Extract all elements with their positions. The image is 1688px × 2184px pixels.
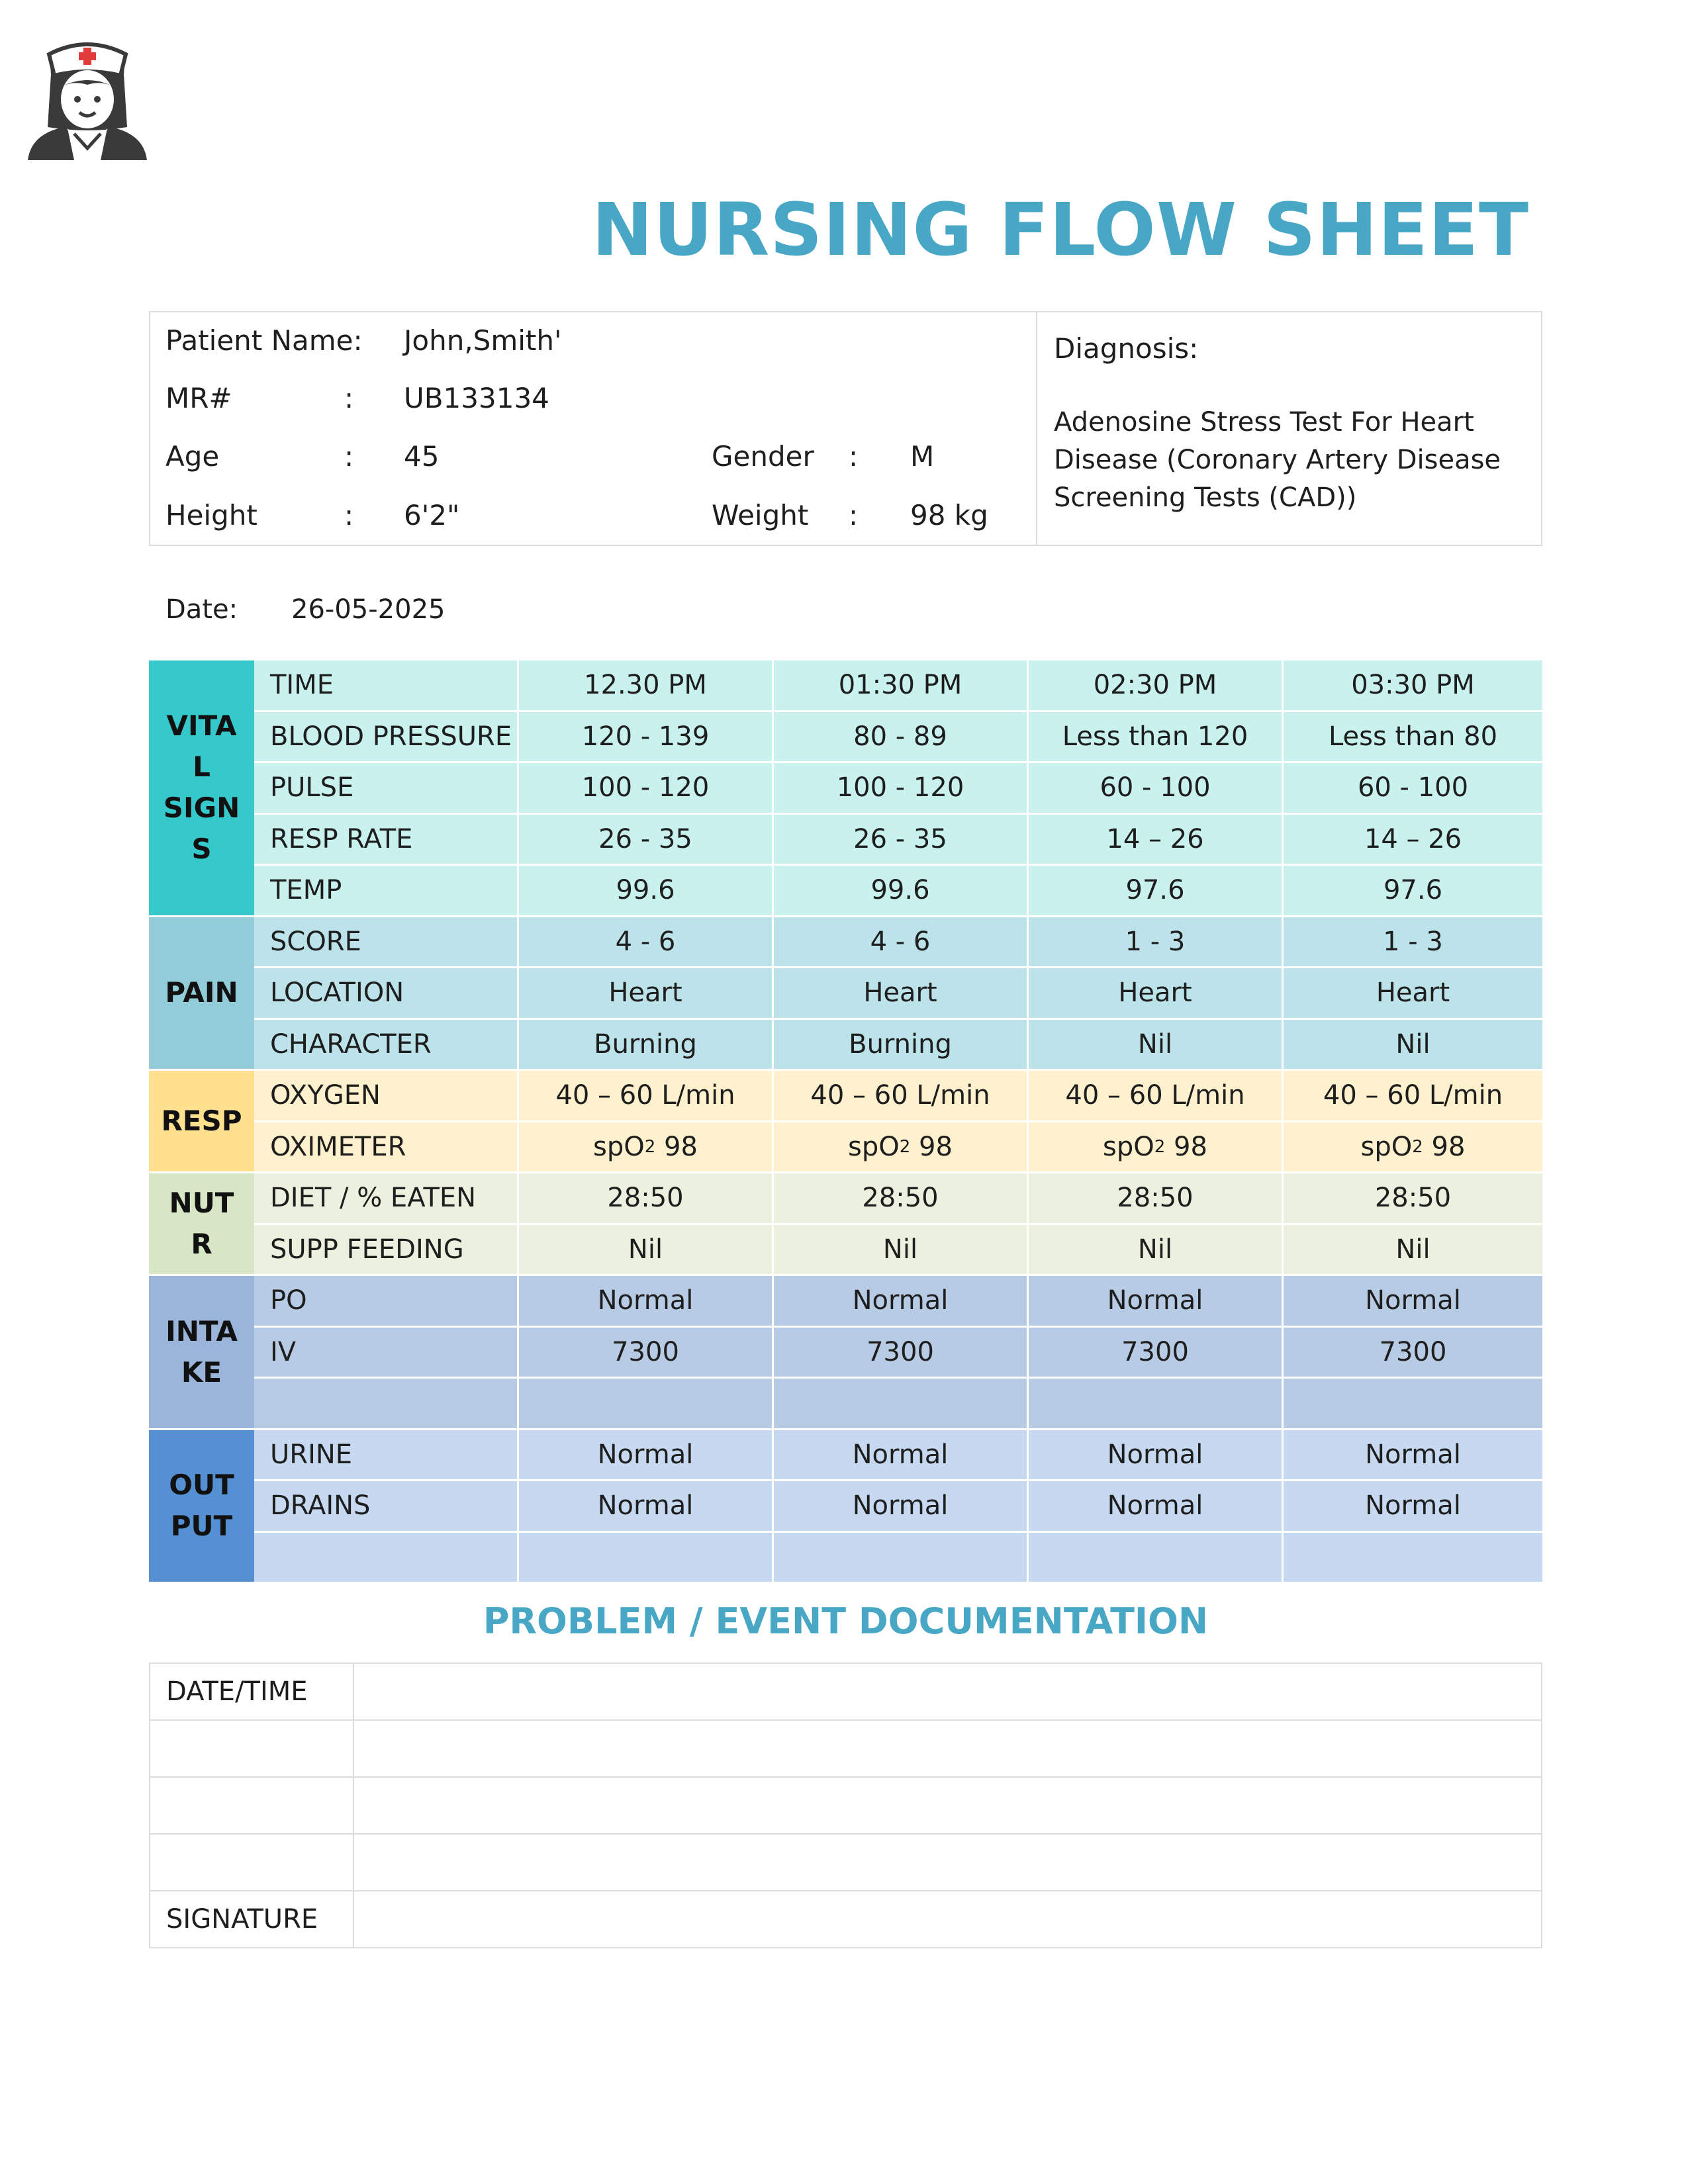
row-label: PO [254, 1276, 519, 1326]
table-cell: 97.6 [1029, 866, 1284, 915]
flow-group [149, 1430, 1542, 1584]
problem-table [149, 1662, 1542, 1948]
problem-entry-field[interactable] [353, 1834, 1542, 1891]
row-label [254, 1379, 519, 1428]
row-label: SCORE [254, 917, 519, 967]
table-row [254, 1328, 1542, 1379]
table-cell: 26 - 35 [774, 815, 1029, 864]
row-label: BLOOD PRESSURE [254, 712, 519, 762]
height-colon: : [344, 499, 354, 531]
table-row [254, 1071, 1542, 1122]
nurse-avatar-icon [28, 34, 147, 160]
table-row [254, 1481, 1542, 1533]
height-label: Height [165, 499, 258, 531]
table-row [254, 1173, 1542, 1225]
group-label: PAIN [149, 917, 254, 1071]
flow-table [149, 660, 1542, 1584]
problem-row-label: DATE/TIME [150, 1663, 353, 1720]
row-label [254, 1533, 519, 1582]
table-cell: 60 - 100 [1029, 763, 1284, 813]
table-row [254, 712, 1542, 764]
table-cell: Normal [774, 1481, 1029, 1531]
table-cell: Normal [519, 1430, 774, 1480]
table-cell: 80 - 89 [774, 712, 1029, 762]
table-cell: 14 – 26 [1029, 815, 1284, 864]
row-label: IV [254, 1328, 519, 1377]
table-cell: Normal [1029, 1481, 1284, 1531]
date-label: Date: [165, 594, 238, 625]
table-cell: spO 2 98 [519, 1122, 774, 1172]
flow-group [149, 660, 1542, 917]
table-cell: Nil [1284, 1020, 1542, 1069]
patient-info-box [149, 311, 1542, 546]
row-label: URINE [254, 1430, 519, 1480]
group-label: NUT R [149, 1173, 254, 1276]
diagnosis-text: Adenosine Stress Test For Heart Disease (Coronary Artery Disease Screening Tests (CAD)) [1054, 407, 1501, 513]
table-cell: 28:50 [1029, 1173, 1284, 1223]
problem-section-title: PROBLEM / EVENT DOCUMENTATION [483, 1600, 1209, 1642]
gender-label: Gender [712, 440, 814, 473]
row-label: DRAINS [254, 1481, 519, 1531]
problem-row-label [150, 1720, 353, 1777]
table-row [254, 1122, 1542, 1174]
table-cell: Normal [1029, 1276, 1284, 1326]
age-colon: : [344, 440, 354, 473]
table-cell: Burning [519, 1020, 774, 1069]
table-cell: 99.6 [519, 866, 774, 915]
age-label: Age [165, 440, 220, 473]
table-cell: 1 - 3 [1029, 917, 1284, 967]
table-cell [774, 1379, 1029, 1428]
problem-row-label [150, 1834, 353, 1891]
table-cell: 4 - 6 [519, 917, 774, 967]
table-cell: Nil [1029, 1020, 1284, 1069]
patient-name-label: Patient Name: [165, 324, 363, 357]
table-row [254, 1533, 1542, 1584]
table-cell: Heart [774, 968, 1029, 1018]
mr-label: MR# [165, 382, 232, 414]
flow-group [149, 1071, 1542, 1173]
table-cell: 4 - 6 [774, 917, 1029, 967]
group-label: OUT PUT [149, 1430, 254, 1584]
weight-value: 98 kg [910, 499, 988, 531]
table-cell: 120 - 139 [519, 712, 774, 762]
table-row [254, 1020, 1542, 1071]
table-cell: Nil [1029, 1225, 1284, 1275]
weight-label: Weight [712, 499, 809, 531]
table-cell [1029, 1533, 1284, 1582]
table-cell: 12.30 PM [519, 660, 774, 710]
table-cell: 01:30 PM [774, 660, 1029, 710]
table-row [254, 763, 1542, 815]
table-row [254, 1430, 1542, 1482]
table-cell: 60 - 100 [1284, 763, 1542, 813]
table-cell [1284, 1379, 1542, 1428]
table-row [254, 968, 1542, 1020]
table-row [254, 1379, 1542, 1430]
table-row [254, 917, 1542, 969]
table-row [254, 1225, 1542, 1277]
group-label: INTA KE [149, 1276, 254, 1430]
date-value: 26-05-2025 [291, 594, 445, 625]
table-cell: 28:50 [519, 1173, 774, 1223]
table-row [254, 815, 1542, 866]
table-cell: 7300 [1284, 1328, 1542, 1377]
table-cell: Nil [774, 1225, 1029, 1275]
table-cell: 03:30 PM [1284, 660, 1542, 710]
table-cell: Normal [774, 1430, 1029, 1480]
table-cell: Less than 120 [1029, 712, 1284, 762]
problem-row [150, 1663, 1542, 1720]
problem-entry-field[interactable] [353, 1891, 1542, 1948]
row-label: PULSE [254, 763, 519, 813]
gender-value: M [910, 440, 935, 473]
table-cell: Nil [1284, 1225, 1542, 1275]
table-cell: 28:50 [1284, 1173, 1542, 1223]
table-cell: 100 - 120 [774, 763, 1029, 813]
table-cell: 7300 [774, 1328, 1029, 1377]
table-cell [774, 1533, 1029, 1582]
table-cell: 02:30 PM [1029, 660, 1284, 710]
table-cell: Normal [1284, 1276, 1542, 1326]
table-cell [519, 1533, 774, 1582]
flow-group [149, 1276, 1542, 1430]
table-row [254, 660, 1542, 712]
table-cell [1029, 1379, 1284, 1428]
height-value: 6'2" [404, 499, 460, 531]
table-cell: 100 - 120 [519, 763, 774, 813]
table-cell [1284, 1533, 1542, 1582]
table-cell: 40 – 60 L/min [519, 1071, 774, 1120]
problem-row [150, 1720, 1542, 1777]
table-cell: 7300 [519, 1328, 774, 1377]
flow-group [149, 1173, 1542, 1276]
problem-row [150, 1834, 1542, 1891]
row-label: TEMP [254, 866, 519, 915]
weight-colon: : [849, 499, 859, 531]
table-cell: 14 – 26 [1284, 815, 1542, 864]
diagnosis-label: Diagnosis: [1054, 332, 1199, 365]
group-label: VITA L SIGN S [149, 660, 254, 917]
table-cell: Heart [1284, 968, 1542, 1018]
problem-row [150, 1891, 1542, 1948]
problem-entry-field[interactable] [353, 1777, 1542, 1834]
row-label: SUPP FEEDING [254, 1225, 519, 1275]
mr-colon: : [344, 382, 354, 414]
problem-row-label: SIGNATURE [150, 1891, 353, 1948]
table-cell: Normal [1284, 1430, 1542, 1480]
problem-entry-field[interactable] [353, 1663, 1542, 1720]
table-cell: 40 – 60 L/min [774, 1071, 1029, 1120]
row-label: TIME [254, 660, 519, 710]
problem-row-label [150, 1777, 353, 1834]
row-label: LOCATION [254, 968, 519, 1018]
table-cell [519, 1379, 774, 1428]
table-cell: Burning [774, 1020, 1029, 1069]
age-value: 45 [404, 440, 440, 473]
table-cell: Heart [519, 968, 774, 1018]
patient-name-value: John,Smith' [404, 324, 562, 357]
table-cell: Heart [1029, 968, 1284, 1018]
problem-row [150, 1777, 1542, 1834]
flow-group [149, 917, 1542, 1071]
page-title: NURSING FLOW SHEET [592, 187, 1529, 272]
row-label: OXYGEN [254, 1071, 519, 1120]
table-cell: spO 2 98 [774, 1122, 1029, 1172]
table-cell: 40 – 60 L/min [1284, 1071, 1542, 1120]
table-cell: Nil [519, 1225, 774, 1275]
table-cell: Normal [774, 1276, 1029, 1326]
row-label: DIET / % EATEN [254, 1173, 519, 1223]
table-cell: 1 - 3 [1284, 917, 1542, 967]
table-cell: 7300 [1029, 1328, 1284, 1377]
table-cell: Normal [1284, 1481, 1542, 1531]
table-cell: Normal [519, 1481, 774, 1531]
row-label: RESP RATE [254, 815, 519, 864]
mr-value: UB133134 [404, 382, 549, 414]
table-cell: spO 2 98 [1029, 1122, 1284, 1172]
box-divider [1036, 312, 1037, 545]
table-cell: 26 - 35 [519, 815, 774, 864]
table-row [254, 1276, 1542, 1328]
table-cell: 28:50 [774, 1173, 1029, 1223]
row-label: CHARACTER [254, 1020, 519, 1069]
table-cell: 40 – 60 L/min [1029, 1071, 1284, 1120]
table-cell: Less than 80 [1284, 712, 1542, 762]
group-label: RESP [149, 1071, 254, 1173]
table-cell: Normal [1029, 1430, 1284, 1480]
problem-entry-field[interactable] [353, 1720, 1542, 1777]
row-label: OXIMETER [254, 1122, 519, 1172]
table-cell: spO 2 98 [1284, 1122, 1542, 1172]
table-cell: 99.6 [774, 866, 1029, 915]
table-cell: Normal [519, 1276, 774, 1326]
gender-colon: : [849, 440, 859, 473]
table-row [254, 866, 1542, 917]
table-cell: 97.6 [1284, 866, 1542, 915]
